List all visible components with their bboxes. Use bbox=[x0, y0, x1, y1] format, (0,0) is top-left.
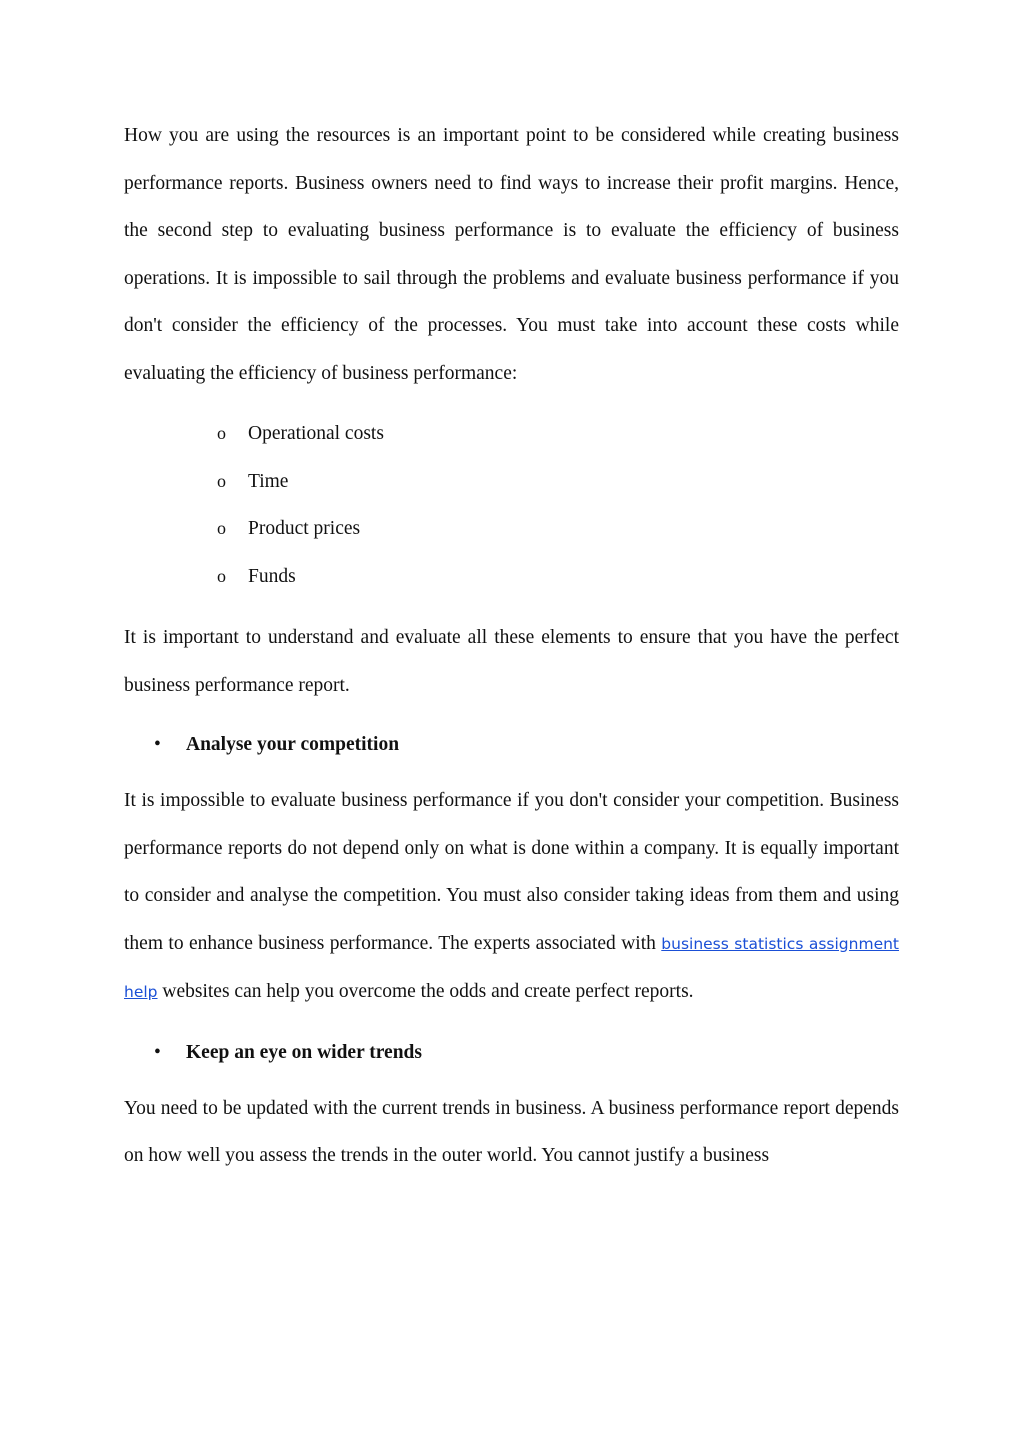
competition-text-after-link: websites can help you overcome the odds and create perfect reports. bbox=[157, 981, 694, 1002]
list-item-label: Funds bbox=[248, 565, 296, 587]
competition-text-before-link: It is impossible to evaluate business performance if you don't consider your competition. Business performance reports do not depend only on what is done within a company. It is equally important to consider and analyse the competition. You must also consider taking ideas from them and using them to enhance business performance. The experts associated with bbox=[124, 790, 899, 954]
trends-paragraph: You need to be updated with the current trends in business. A business performance report depends on how well you assess the trends in the outer world. You cannot justify a business bbox=[124, 1097, 899, 1166]
section-heading-competition bbox=[124, 725, 899, 765]
intro-paragraph: How you are using the resources is an important point to be considered while creating business performance reports. Business owners need to find ways to increase their profit margins. Hence, the second step to evaluating business performance is to evaluate the efficiency of business operations. It is impossible to sail through the problems and evaluate business performance if you don't consider the efficiency of the processes. You must take into account these costs while evaluating the efficiency of business performance: bbox=[124, 125, 899, 384]
list-item-label: Product prices bbox=[248, 518, 361, 539]
section-heading-label: Analyse your competition bbox=[186, 734, 400, 755]
section-heading-trends bbox=[124, 1033, 899, 1073]
list-item bbox=[124, 553, 899, 601]
summary-paragraph: It is important to understand and evaluate all these elements to ensure that you have the perfect business performance report. bbox=[124, 627, 899, 696]
bullet-icon: • bbox=[154, 734, 161, 755]
business-statistics-link[interactable]: business statistics assignment help bbox=[124, 934, 900, 1001]
list-item bbox=[124, 458, 899, 506]
list-item bbox=[124, 505, 899, 553]
cost-list bbox=[124, 410, 899, 600]
hollow-bullet-icon: o bbox=[217, 565, 226, 586]
competition-paragraph bbox=[124, 777, 899, 1017]
hollow-bullet-icon: o bbox=[217, 470, 226, 491]
bullet-icon: • bbox=[154, 1041, 161, 1063]
list-item-label: Operational costs bbox=[248, 423, 384, 444]
list-item bbox=[124, 410, 899, 458]
hollow-bullet-icon: o bbox=[217, 518, 226, 538]
list-item-label: Time bbox=[248, 470, 289, 492]
hollow-bullet-icon: o bbox=[217, 423, 226, 443]
document-body bbox=[124, 112, 899, 1180]
section-heading-label: Keep an eye on wider trends bbox=[186, 1041, 422, 1063]
